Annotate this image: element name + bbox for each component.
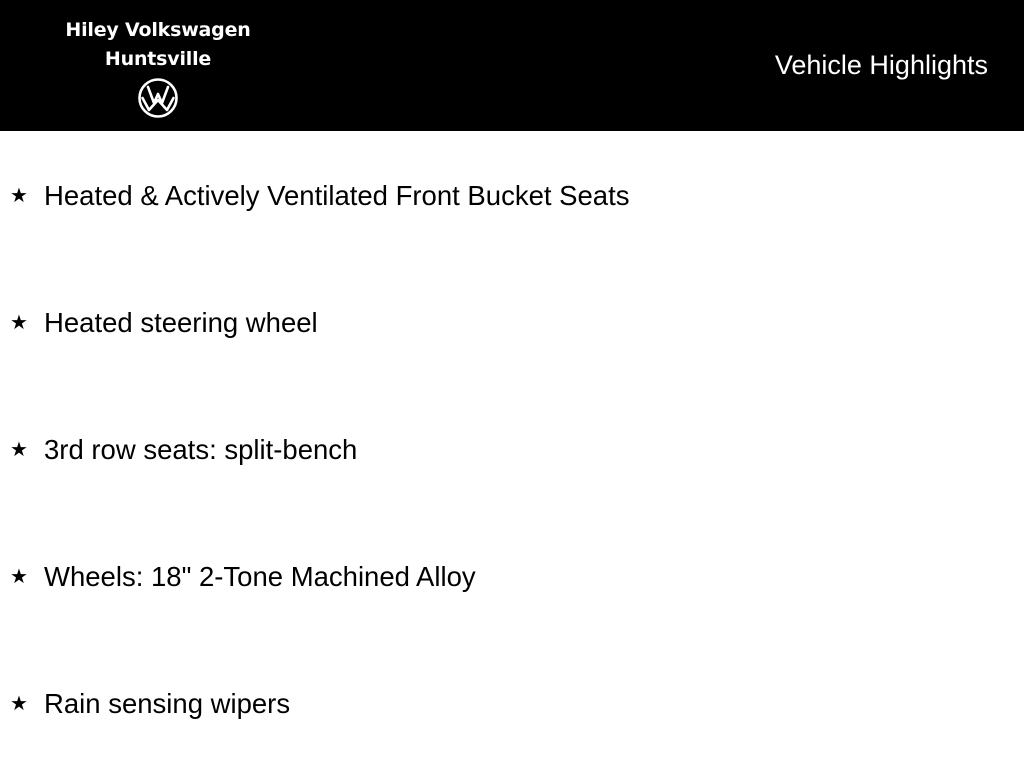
page-title: Vehicle Highlights <box>774 50 988 80</box>
list-item <box>10 686 290 722</box>
dealer-name-line2: Huntsville <box>104 48 212 70</box>
highlight-label: 3rd row seats: split-bench <box>44 434 358 465</box>
list-item <box>10 432 357 468</box>
vw-logo-icon <box>137 77 179 119</box>
star-icon: ★ <box>10 185 28 207</box>
highlight-label: Heated & Actively Ventilated Front Bucket Seats <box>44 180 630 211</box>
highlight-label: Rain sensing wipers <box>44 688 291 719</box>
dealer-brand <box>58 16 258 119</box>
star-icon: ★ <box>10 312 28 334</box>
header-bar <box>0 0 1024 131</box>
star-icon: ★ <box>10 693 28 715</box>
list-item <box>10 305 318 341</box>
star-icon: ★ <box>10 566 28 588</box>
dealer-name-line1: Hiley Volkswagen <box>65 19 251 41</box>
highlight-label: Heated steering wheel <box>44 307 318 338</box>
list-item <box>10 559 476 595</box>
list-item <box>10 178 629 214</box>
star-icon: ★ <box>10 439 28 461</box>
highlight-label: Wheels: 18" 2-Tone Machined Alloy <box>44 561 476 592</box>
